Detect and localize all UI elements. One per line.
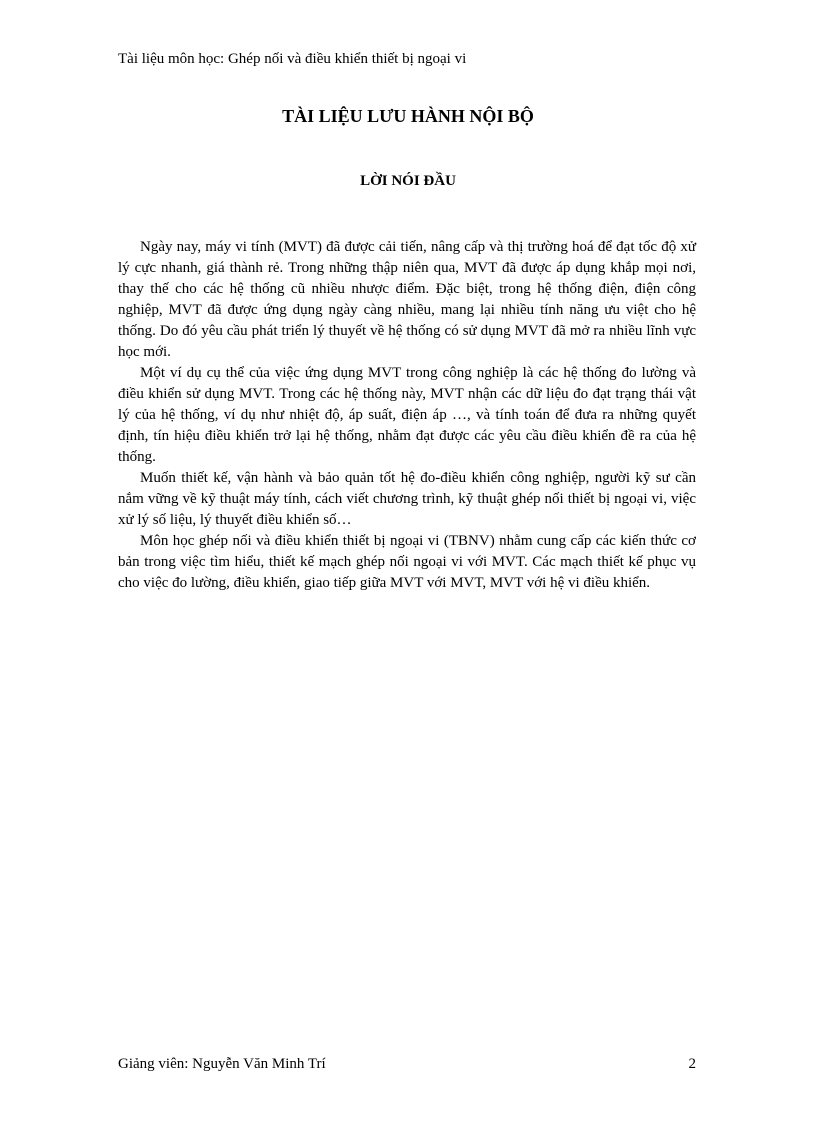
preface-body [118, 237, 696, 594]
section-title: LỜI NÓI ĐẦU [360, 173, 456, 189]
paragraph-3: Muốn thiết kế, vận hành và bảo quản tốt hệ đo-điều khiển công nghiệp, người kỹ sư cần nắm vững về kỹ thuật máy tính, cách viết chương trình, kỹ thuật ghép nối thiết bị ngoại vi, việc xử lý số liệu, lý thuyết điều khiển số… [118, 470, 696, 528]
paragraph-4: Môn học ghép nối và điều khiển thiết bị ngoại vi (TBNV) nhằm cung cấp các kiến thức cơ bản trong việc tìm hiểu, thiết kế mạch ghép nối ngoại vi với MVT. Các mạch thiết kế phục vụ cho việc đo lường, điều khiển, giao tiếp giữa MVT với MVT, MVT với hệ vi điều khiển. [118, 533, 696, 591]
page-number: 2 [688, 1056, 696, 1072]
paragraph-1: Ngày nay, máy vi tính (MVT) đã được cải tiến, nâng cấp và thị trường hoá để đạt tốc độ xử lý cực nhanh, giá thành rẻ. Trong những thập niên qua, MVT đã được áp dụng khắp mọi nơi, thay thế cho các hệ thống cũ nhiều nhược điểm. Đặc biệt, trong hệ thống điện, điện công nghiệp, MVT đã được ứng dụng ngày càng nhiều, mang lại nhiều tính năng ưu việt cho hệ thống. Do đó yêu cầu phát triển lý thuyết về hệ thống có sử dụng MVT đã mở ra nhiều lĩnh vực học mới. [118, 239, 696, 360]
paragraph-2: Một ví dụ cụ thể của việc ứng dụng MVT trong công nghiệp là các hệ thống đo lường và điều khiển sử dụng MVT. Trong các hệ thống này, MVT nhận các dữ liệu đo đạt trạng thái vật lý của hệ thống, ví dụ như nhiệt độ, áp suất, điện áp …, và tính toán để đưa ra những quyết định, tín hiệu điều khiển trở lại hệ thống, nhằm đạt được các yêu cầu điều khiển đề ra của hệ thống. [118, 365, 696, 465]
instructor-name: Giảng viên: Nguyễn Văn Minh Trí [118, 1056, 326, 1072]
page-header: Tài liệu môn học: Ghép nối và điều khiển thiết bị ngoại vi [118, 51, 467, 67]
document-title: TÀI LIỆU LƯU HÀNH NỘI BỘ [282, 106, 534, 126]
